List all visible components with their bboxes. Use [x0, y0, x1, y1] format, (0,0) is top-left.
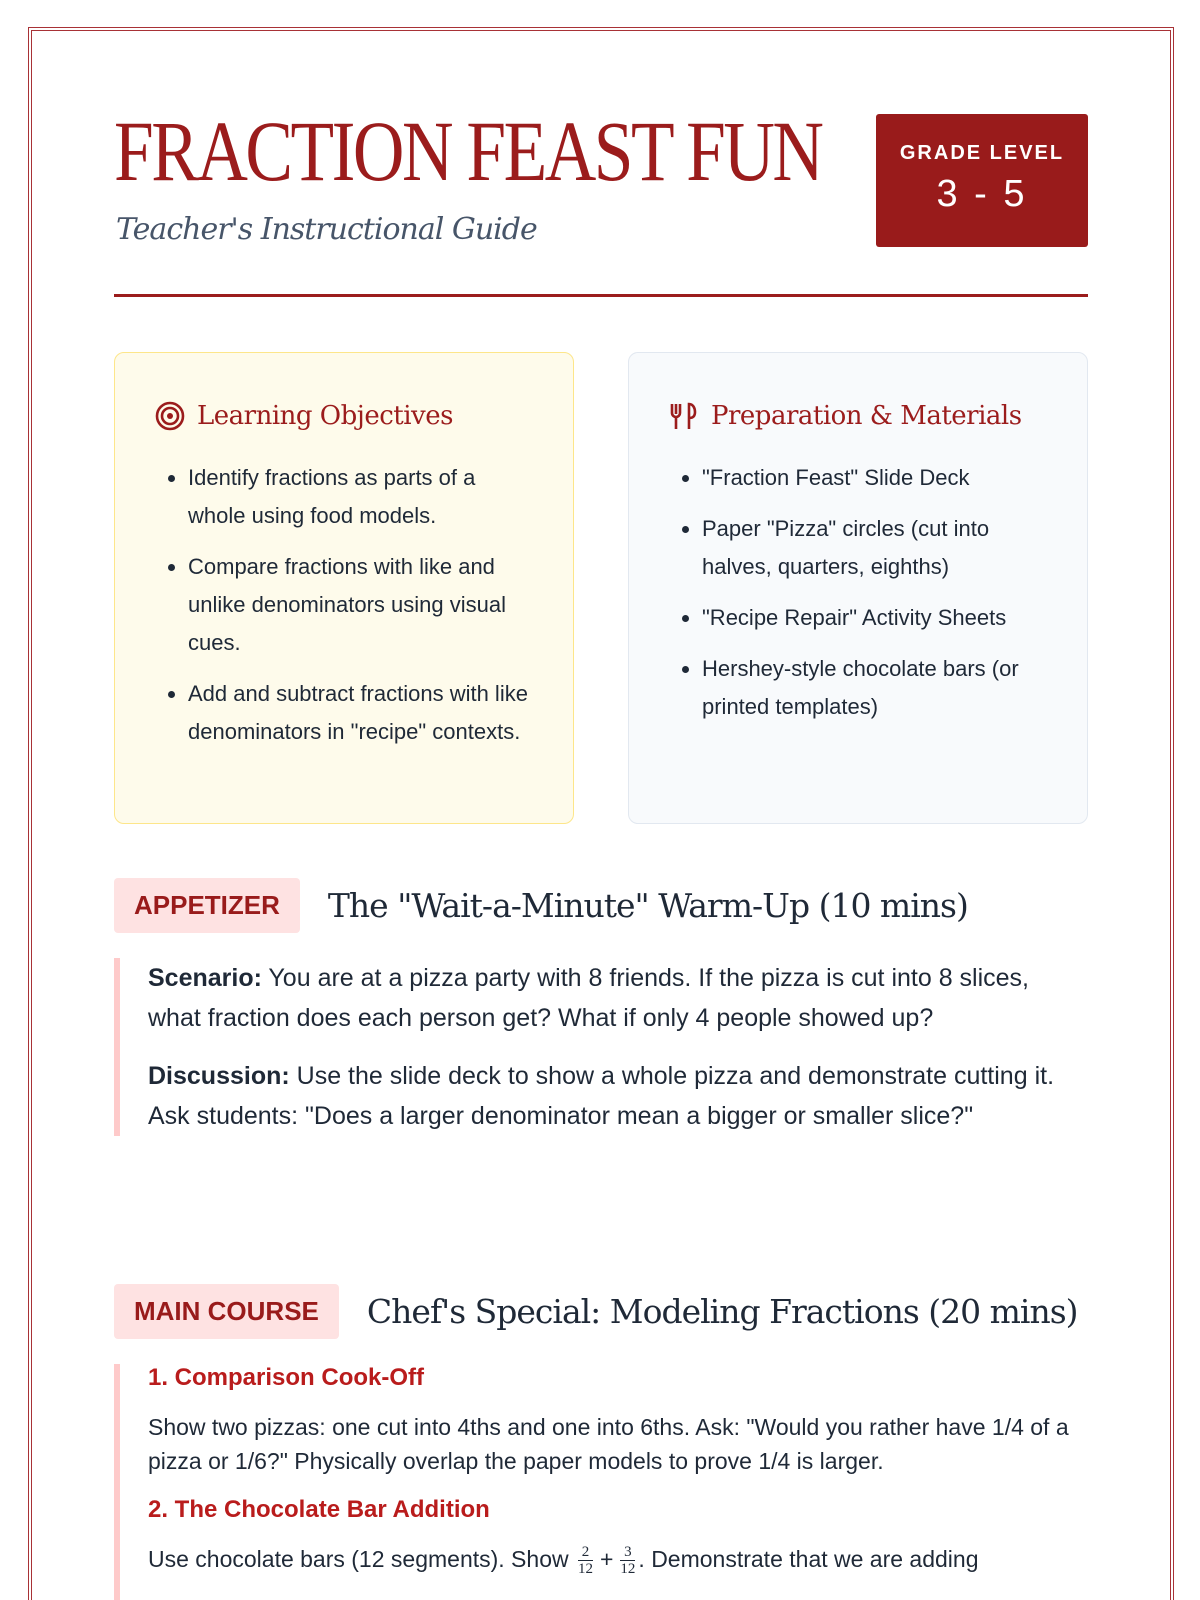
step2-title: 2. The Chocolate Bar Addition: [148, 1496, 490, 1523]
grade-level-label: GRADE LEVEL: [899, 142, 1065, 164]
step2-text-a: Use chocolate bars (12 segments). Show: [148, 1546, 575, 1572]
step2-text-b: . Demonstrate that we are adding: [638, 1546, 979, 1572]
learning-objectives-title: Learning Objectives: [197, 401, 453, 431]
materials-heading: [669, 393, 1047, 439]
list-item: • "Recipe Repair" Activity Sheets: [702, 599, 1047, 637]
header-divider: [114, 294, 1088, 297]
appetizer-block: [114, 958, 1086, 1136]
learning-objectives-card: [114, 352, 574, 824]
discussion-body: Use the slide deck to show a whole pizza and demonstrate cutting it. Ask students: "Does a larger denominator mean a bigger or smaller slice?": [148, 1062, 1055, 1130]
materials-card: [628, 352, 1088, 824]
main-course-section-header: [114, 1284, 1078, 1339]
grade-level-badge: [876, 114, 1088, 247]
appetizer-title: The "Wait-a-Minute" Warm-Up (10 mins): [327, 886, 968, 925]
list-item: • "Fraction Feast" Slide Deck: [702, 459, 1047, 497]
grade-level-value: 3 - 5: [936, 173, 1028, 215]
plus-sign: +: [599, 1546, 614, 1572]
list-item: • Add and subtract fractions with like denominators in "recipe" contexts.: [188, 675, 533, 751]
main-course-title: Chef's Special: Modeling Fractions (20 mins): [366, 1292, 1078, 1331]
learning-objectives-heading: [155, 393, 533, 439]
list-item: • Paper "Pizza" circles (cut into halves, quarters, eighths): [702, 510, 1047, 586]
scenario-body: You are at a pizza party with 8 friends. If the pizza is cut into 8 slices, what fraction does each person get? What if only 4 people showed up?: [148, 964, 1030, 1032]
list-item: • Hershey-style chocolate bars (or printed templates): [702, 650, 1047, 726]
target-icon: [155, 401, 185, 431]
objectives-list: [155, 459, 533, 751]
scenario-label: Scenario:: [148, 964, 262, 992]
step2-text: [148, 1542, 1086, 1577]
fraction-3-12: [620, 1544, 635, 1577]
fraction-denominator: 12: [620, 1561, 636, 1578]
page-subtitle: Teacher's Instructional Guide: [116, 212, 537, 247]
appetizer-tag: APPETIZER: [114, 878, 300, 933]
utensils-icon: [669, 401, 699, 431]
list-item: • Compare fractions with like and unlike denominators using visual cues.: [188, 548, 533, 662]
main-course-tag: MAIN COURSE: [114, 1284, 339, 1339]
appetizer-section-header: [114, 878, 968, 933]
discussion-text: [148, 1056, 1086, 1136]
step1-title: 1. Comparison Cook-Off: [148, 1364, 425, 1391]
scenario-text: [148, 958, 1086, 1038]
discussion-label: Discussion:: [148, 1062, 290, 1090]
fraction-denominator: 12: [577, 1561, 593, 1578]
fraction-2-12: [578, 1544, 593, 1577]
materials-title: Preparation & Materials: [711, 401, 1022, 431]
step1-text: Show two pizzas: one cut into 4ths and one into 6ths. Ask: "Would you rather have 1/4 of a pizza or 1/6?" Physically overlap the paper models to prove 1/4 is larger.: [148, 1414, 1069, 1474]
page-title: FRACTION FEAST FUN: [114, 103, 822, 199]
fraction-numerator: 3: [620, 1544, 635, 1561]
main-course-block: [114, 1364, 1086, 1600]
fraction-numerator: 2: [578, 1544, 593, 1561]
materials-list: [669, 459, 1047, 726]
list-item: • Identify fractions as parts of a whole using food models.: [188, 459, 533, 535]
